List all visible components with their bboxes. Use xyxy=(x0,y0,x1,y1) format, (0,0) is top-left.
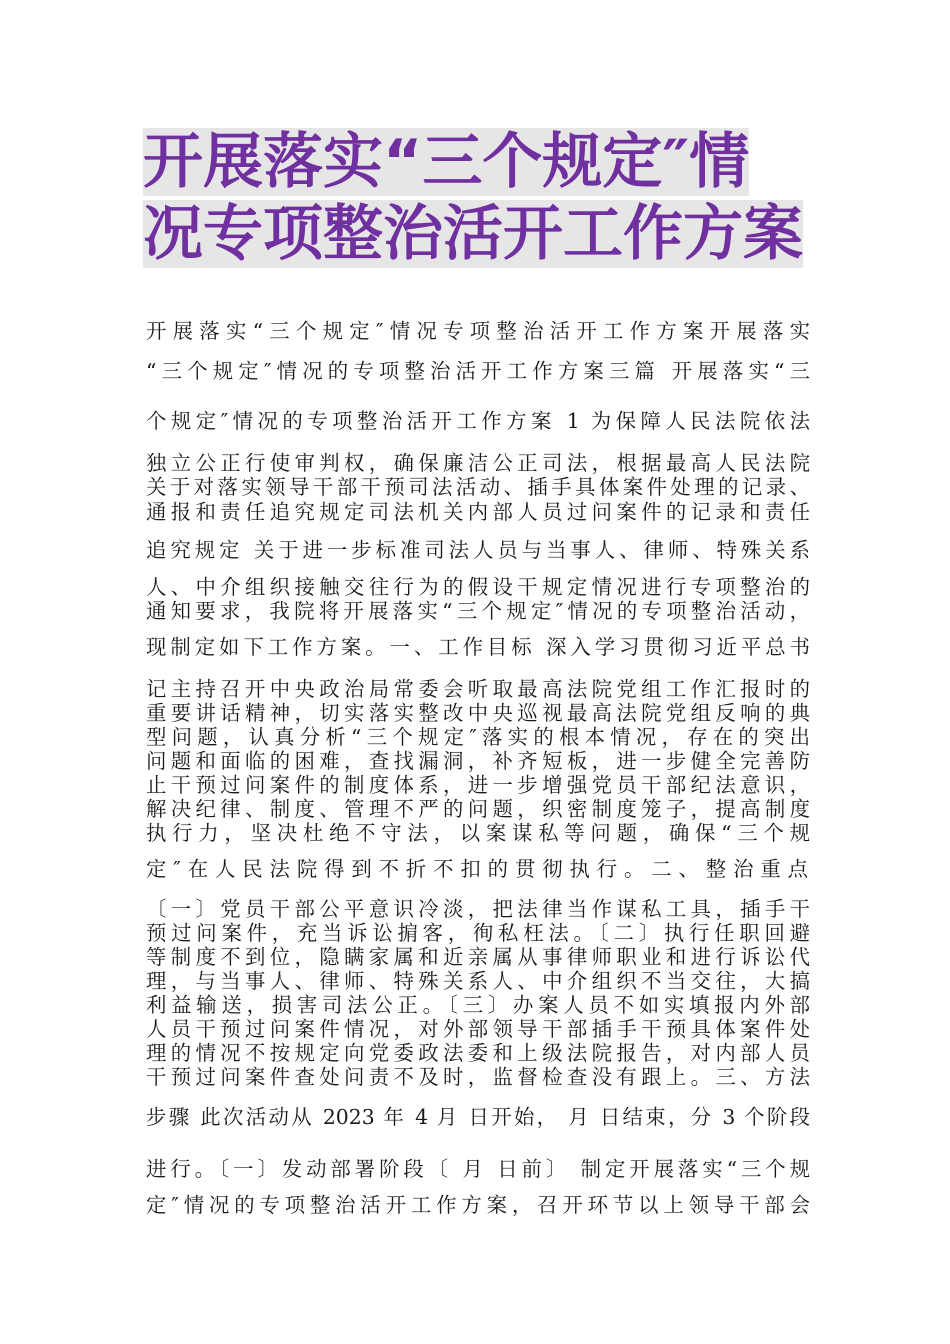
body-line: 定″在人民法院得到不折不扣的贯彻执行。二、整治重点 xyxy=(146,857,810,881)
body-line: 通报和责任追究规定司法机关内部人员过问案件的记录和责任 xyxy=(146,500,810,524)
title-line: 况专项整治活开工作方案 xyxy=(143,199,803,269)
body-line: 型问题，认真分析“三个规定″落实的根本情况，存在的突出 xyxy=(146,725,810,749)
body-line: “三个规定″情况的专项整治活开工作方案三篇 开展落实“三 xyxy=(146,359,810,383)
body-line: 干预过问案件查处问责不及时，监督检查没有跟上。三、方法 xyxy=(146,1065,810,1089)
body-line: 追究规定 关于进一步标准司法人员与当事人、律师、特殊关系 xyxy=(146,538,810,562)
body-line: 〔一〕党员干部公平意识冷淡，把法律当作谋私工具，插手干 xyxy=(146,897,810,921)
body-line: 人员干预过问案件情况，对外部领导干部插手干预具体案件处 xyxy=(146,1017,810,1041)
body-line: 步骤 此次活动从 2023 年 4 月 日开始， 月 日结束，分 3 个阶段 xyxy=(146,1105,810,1129)
body-line: 记主持召开中央政治局常委会听取最高法院党组工作汇报时的 xyxy=(146,677,810,701)
body-line: 利益输送，损害司法公正。〔三〕办案人员不如实填报内外部 xyxy=(146,993,810,1017)
body-line: 人、中介组织接触交往行为的假设干规定情况进行专项整治的 xyxy=(146,575,810,599)
body-line: 执行力，坚决杜绝不守法，以案谋私等问题，确保“三个规 xyxy=(146,821,810,845)
body-line: 独立公正行使审判权，确保廉洁公正司法，根据最高人民法院 xyxy=(146,451,810,475)
body-line: 通知要求，我院将开展落实“三个规定″情况的专项整治活动， xyxy=(146,599,810,623)
body-line: 问题和面临的困难，查找漏洞，补齐短板，进一步健全完善防 xyxy=(146,749,810,773)
body-line: 现制定如下工作方案。一、工作目标 深入学习贯彻习近平总书 xyxy=(146,635,810,659)
body-line: 解决纪律、制度、管理不严的问题，织密制度笼子，提高制度 xyxy=(146,797,810,821)
body-line: 个规定″情况的专项整治活开工作方案 1 为保障人民法院依法 xyxy=(146,409,810,433)
body-line: 预过问案件，充当诉讼掮客，徇私枉法。〔二〕执行任职回避 xyxy=(146,921,810,945)
body-line: 理的情况不按规定向党委政法委和上级法院报告，对内部人员 xyxy=(146,1041,810,1065)
body-line: 开展落实“三个规定″情况专项整治活开工作方案开展落实 xyxy=(146,319,810,343)
body-line: 进行。〔一〕发动部署阶段〔 月 日前〕 制定开展落实“三个规 xyxy=(146,1157,810,1181)
body-line: 理，与当事人、律师、特殊关系人、中介组织不当交往，大搞 xyxy=(146,969,810,993)
body-line: 定″情况的专项整治活开工作方案，召开环节以上领导干部会 xyxy=(146,1193,810,1217)
body-line: 重要讲话精神，切实落实整改中央巡视最高法院党组反响的典 xyxy=(146,701,810,725)
title-line: 开展落实“三个规定″情 xyxy=(143,127,750,197)
body-line: 关于对落实领导干部干预司法活动、插手具体案件处理的记录、 xyxy=(146,475,810,499)
body-line: 等制度不到位，隐瞒家属和近亲属从事律师职业和进行诉讼代 xyxy=(146,945,810,969)
body-line: 止干预过问案件的制度体系，进一步增强党员干部纪法意识， xyxy=(146,773,810,797)
